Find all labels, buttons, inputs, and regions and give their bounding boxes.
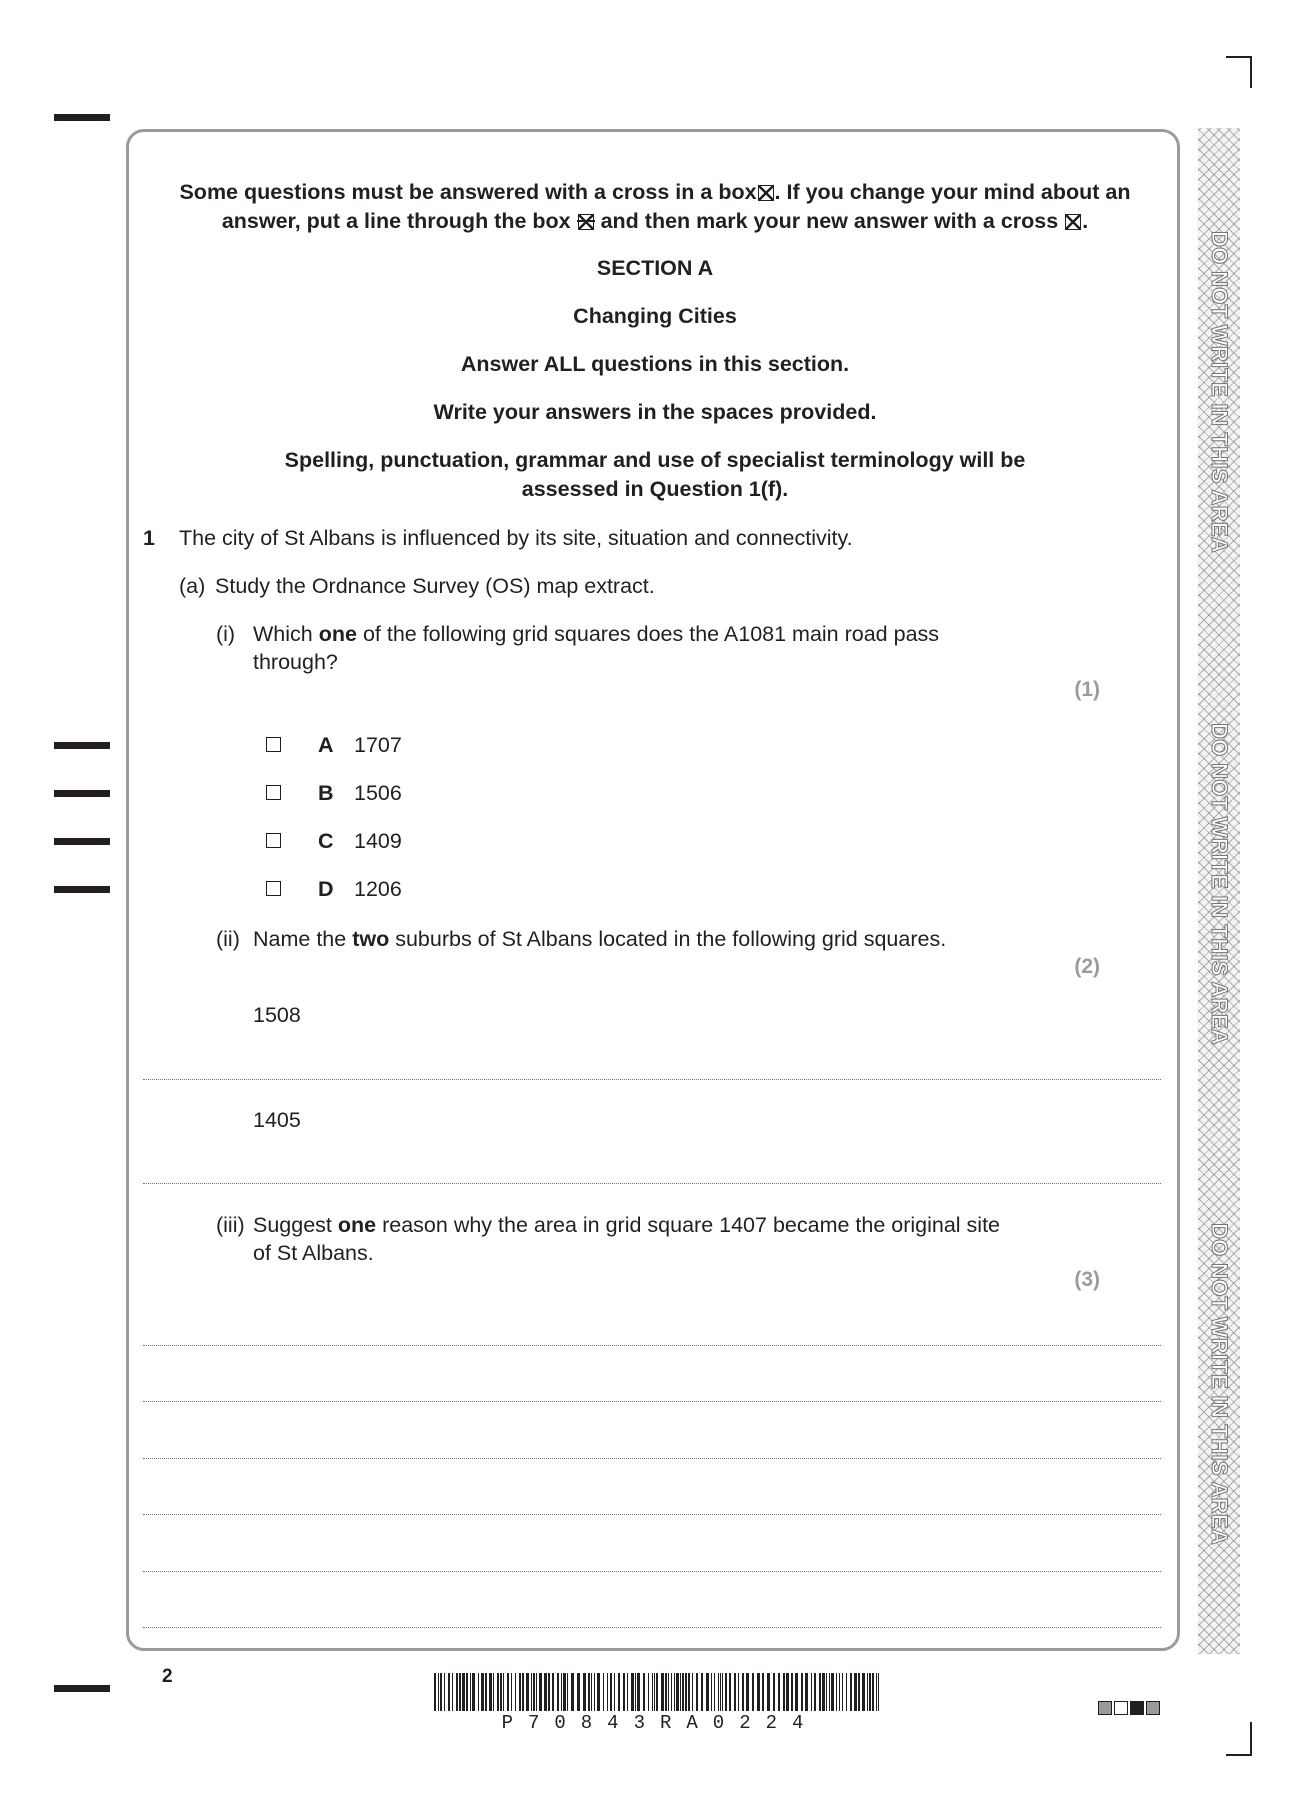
barcode-bar: [627, 1673, 628, 1711]
barcode-bar: [688, 1673, 690, 1711]
section-label: SECTION A: [596, 256, 714, 280]
barcode-bar: [536, 1673, 537, 1711]
barcode-bar: [597, 1673, 600, 1711]
option-a-letter: A: [318, 733, 334, 757]
margin-tick: [54, 742, 110, 749]
barcode-bar: [822, 1673, 825, 1711]
option-c-checkbox[interactable]: [266, 833, 281, 848]
barcode-bar: [872, 1673, 874, 1711]
barcode-bar: [466, 1673, 468, 1711]
barcode-bar: [656, 1673, 658, 1711]
barcode-bar: [696, 1673, 698, 1711]
barcode-bar: [831, 1673, 834, 1711]
option-d-value: 1206: [354, 877, 402, 901]
crossed-box-icon: [758, 185, 774, 201]
barcode-bar: [718, 1673, 719, 1711]
barcode-bar: [588, 1673, 590, 1711]
barcode-bar: [507, 1673, 509, 1711]
barcode-bar: [711, 1673, 712, 1711]
grid-square-2: 1405: [253, 1108, 301, 1132]
barcode-bar: [734, 1673, 736, 1711]
barcode-bar: [850, 1673, 852, 1711]
option-b-value: 1506: [354, 781, 402, 805]
barcode-bar: [531, 1673, 532, 1711]
barcode-bar: [665, 1673, 667, 1711]
barcode-bar: [434, 1673, 436, 1711]
barcode-bar: [567, 1673, 568, 1711]
barcode-bar: [485, 1673, 487, 1711]
barcode-bar: [685, 1673, 687, 1711]
barcode-bar: [591, 1673, 592, 1711]
margin-tick: [54, 114, 110, 121]
barcode-bar: [682, 1673, 684, 1711]
option-c-letter: C: [318, 829, 334, 853]
margin-tick: [54, 886, 110, 893]
barcode-bar: [478, 1673, 479, 1711]
barcode-bar: [637, 1673, 640, 1711]
instruction-all: Answer ALL questions in this section.: [460, 352, 850, 376]
barcode-bar: [867, 1673, 868, 1711]
answer-line[interactable]: [143, 1571, 1161, 1572]
barcode-bar: [738, 1673, 739, 1711]
barcode-bar: [680, 1673, 681, 1711]
barcode-bar: [526, 1673, 529, 1711]
answer-line[interactable]: [143, 1183, 1161, 1184]
barcode-bar: [839, 1673, 840, 1711]
barcode-bar: [706, 1673, 709, 1711]
barcode-bar: [676, 1673, 679, 1711]
barcode-bar: [548, 1673, 550, 1711]
barcode-bar: [515, 1673, 516, 1711]
barcode: [434, 1673, 886, 1711]
barcode-bar: [583, 1673, 586, 1711]
barcode-bar: [778, 1673, 780, 1711]
barcode-bar: [725, 1673, 727, 1711]
barcode-bar: [438, 1673, 439, 1711]
barcode-bar: [552, 1673, 554, 1711]
barcode-bar: [805, 1673, 808, 1711]
assessment-note: Spelling, punctuation, grammar and use of specialist terminology will be assessed in Question 1(f).: [284, 448, 1026, 501]
crop-mark-top-right: [1226, 56, 1252, 58]
sub-ii-text: Name the two suburbs of St Albans located in the following grid squares.: [253, 927, 947, 951]
barcode-bar: [571, 1673, 574, 1711]
barcode-bar: [652, 1673, 653, 1711]
barcode-bar: [842, 1673, 843, 1711]
barcode-bar: [801, 1673, 803, 1711]
grid-square-1: 1508: [253, 1003, 301, 1027]
sub-i-text: Which one of the following grid squares does the A1081 main road pass through?: [253, 622, 940, 674]
barcode-bar: [448, 1673, 450, 1711]
instruction-spaces: Write your answers in the spaces provided.: [433, 400, 877, 424]
barcode-bar: [791, 1673, 793, 1711]
barcode-bar: [836, 1673, 837, 1711]
barcode-bar: [503, 1673, 504, 1711]
part-a-label: (a): [179, 574, 206, 598]
barcode-bar: [456, 1673, 458, 1711]
page-indicator-square: [1130, 1701, 1144, 1715]
option-a-checkbox[interactable]: [266, 737, 281, 752]
barcode-bar: [811, 1673, 812, 1711]
barcode-bar: [729, 1673, 731, 1711]
barcode-bar: [563, 1673, 566, 1711]
barcode-bar: [671, 1673, 672, 1711]
sub-iii-label: (iii): [216, 1213, 245, 1237]
barcode-bar: [795, 1673, 798, 1711]
barcode-bar: [610, 1673, 612, 1711]
barcode-bar: [862, 1673, 865, 1711]
barcode-bar: [607, 1673, 608, 1711]
instructions: Some questions must be answered with a cross in a box . If you change your mind about an answer, put a line through the box and then mark your new answer with a cross .: [179, 180, 1131, 233]
page-number: 2: [162, 1666, 173, 1687]
barcode-bar: [714, 1673, 715, 1711]
page-indicator-square: [1146, 1701, 1160, 1715]
barcode-bar: [722, 1673, 723, 1711]
crop-mark-top-right-v: [1250, 56, 1252, 88]
barcode-bar: [493, 1673, 494, 1711]
option-c-value: 1409: [354, 829, 402, 853]
crop-mark-bottom-right-v: [1250, 1722, 1252, 1756]
barcode-bar: [757, 1673, 760, 1711]
barcode-bar: [814, 1673, 816, 1711]
barcode-bar: [783, 1673, 785, 1711]
barcode-bar: [661, 1673, 664, 1711]
barcode-bar: [869, 1673, 871, 1711]
barcode-bar: [643, 1673, 645, 1711]
barcode-bar: [561, 1673, 562, 1711]
barcode-bar: [876, 1673, 877, 1711]
crossed-box-icon: [1065, 214, 1081, 230]
barcode-bar: [603, 1673, 604, 1711]
page-indicator-square: [1114, 1701, 1128, 1715]
sub-i-label: (i): [216, 622, 236, 646]
barcode-bar: [701, 1673, 703, 1711]
barcode-bar: [539, 1673, 542, 1711]
barcode-bar: [829, 1673, 830, 1711]
page-indicator-square: [1098, 1701, 1112, 1715]
barcode-bar: [533, 1673, 535, 1711]
barcode-bar: [462, 1673, 465, 1711]
barcode-bar: [692, 1673, 693, 1711]
barcode-bar: [631, 1673, 634, 1711]
barcode-bar: [497, 1673, 499, 1711]
barcode-bar: [544, 1673, 547, 1711]
marks-ii: (2): [1074, 955, 1100, 978]
barcode-bar: [878, 1673, 879, 1711]
barcode-bar: [762, 1673, 764, 1711]
barcode-bar: [500, 1673, 502, 1711]
answer-line[interactable]: [143, 1458, 1161, 1459]
barcode-text: P70843RA0224: [501, 1712, 819, 1734]
struck-box-icon: [578, 214, 594, 230]
answer-line[interactable]: [143, 1627, 1161, 1628]
barcode-bar: [742, 1673, 744, 1711]
barcode-bar: [773, 1673, 775, 1711]
barcode-bar: [452, 1673, 453, 1711]
question-stem: The city of St Albans is influenced by its site, situation and connectivity.: [179, 526, 853, 550]
margin-tick: [54, 838, 110, 845]
margin-tick: [54, 1685, 110, 1692]
barcode-bar: [854, 1673, 857, 1711]
answer-line[interactable]: [143, 1079, 1161, 1080]
option-b-letter: B: [318, 781, 334, 805]
option-a-value: 1707: [354, 733, 402, 757]
barcode-bar: [846, 1673, 847, 1711]
section-title: Changing Cities: [573, 304, 737, 328]
barcode-bar: [522, 1673, 524, 1711]
option-b-checkbox[interactable]: [266, 785, 281, 800]
barcode-bar: [668, 1673, 669, 1711]
barcode-bar: [786, 1673, 789, 1711]
barcode-bar: [557, 1673, 559, 1711]
crop-mark-bottom-right: [1226, 1754, 1252, 1756]
barcode-bar: [623, 1673, 625, 1711]
answer-line[interactable]: [143, 1345, 1161, 1346]
barcode-bar: [767, 1673, 770, 1711]
barcode-bar: [819, 1673, 821, 1711]
answer-line[interactable]: [143, 1514, 1161, 1515]
sub-iii-text: Suggest one reason why the area in grid square 1407 became the original site of St Albans.: [253, 1213, 1001, 1265]
barcode-bar: [746, 1673, 749, 1711]
barcode-bar: [511, 1673, 512, 1711]
barcode-bar: [614, 1673, 615, 1711]
sub-ii-label: (ii): [216, 927, 240, 951]
barcode-bar: [618, 1673, 620, 1711]
barcode-bar: [444, 1673, 445, 1711]
option-d-checkbox[interactable]: [266, 881, 281, 896]
barcode-bar: [635, 1673, 636, 1711]
barcode-bar: [577, 1673, 580, 1711]
barcode-bar: [481, 1673, 484, 1711]
barcode-bar: [470, 1673, 471, 1711]
barcode-bar: [472, 1673, 475, 1711]
barcode-bar: [459, 1673, 461, 1711]
barcode-bar: [440, 1673, 442, 1711]
barcode-bar: [674, 1673, 675, 1711]
barcode-bar: [858, 1673, 860, 1711]
marks-i: (1): [1074, 678, 1100, 701]
barcode-bar: [594, 1673, 595, 1711]
barcode-bar: [648, 1673, 649, 1711]
margin-tick: [54, 790, 110, 797]
part-a-text: Study the Ordnance Survey (OS) map extract.: [215, 574, 655, 598]
barcode-bar: [826, 1673, 827, 1711]
barcode-bar: [752, 1673, 754, 1711]
marks-iii: (3): [1074, 1268, 1100, 1291]
question-number: 1: [143, 526, 155, 550]
barcode-bar: [519, 1673, 521, 1711]
barcode-bar: [489, 1673, 492, 1711]
answer-line[interactable]: [143, 1401, 1161, 1402]
option-d-letter: D: [318, 877, 334, 901]
barcode-bar: [654, 1673, 655, 1711]
barcode-bar: [720, 1673, 721, 1711]
